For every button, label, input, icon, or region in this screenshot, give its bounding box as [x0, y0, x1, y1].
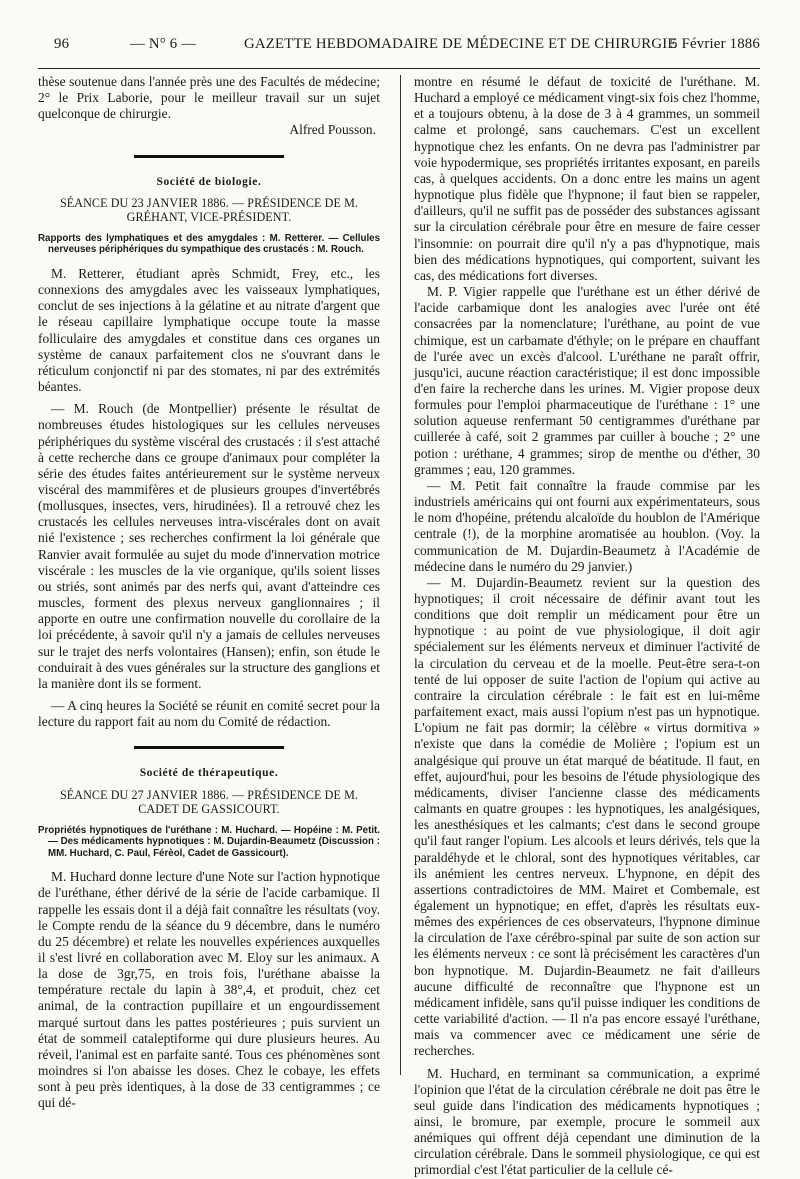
- paragraph-retterer: M. Retterer, étudiant après Schmidt, Frey, etc., les connexions des amygdales avec les vaisseaux lymphatiques, conclut de ses injections à la gélatine et au nitrate d'argent que le réseau capillaire lymphatique occupe toute la masse folliculaire des amygdales et constitue dans ces organes un système de canaux parfaitement clos ne s'ouvrant dans le réticulum conjonctif ni par des stomates, ni par des extrémités béantes.: [38, 265, 380, 395]
- author-signature: Alfred Pousson.: [289, 122, 376, 138]
- paragraph-vigier: M. P. Vigier rappelle que l'uréthane est un éther dérivé de l'acide carbamique dont les analogies avec l'urée ont été consacrées par la nomenclature; l'uréthane, au point de vue chimique, est un carbamate d'éthyle; on le prépare en chauffant de l'urée avec un excès d'alcool. L'uréthane ne paraît offrir, jusqu'ici, aucune réaction caractéristique; il est donc impossible d'en faire la recherche dans les urines. M. Vigier propose deux formules pour l'emploi pharmaceutique de l'uréthane : 1° une solution aqueuse renfermant 50 centigrammes d'uréthane par cuillerée à café, soit 2 grammes par cuiller à bouche ; 2° une potion : uréthane, 4 grammes; sirop de menthe ou d'éther, 30 grammes ; eau, 120 grammes.: [414, 284, 760, 477]
- left-column: [38, 74, 380, 1112]
- right-column: [414, 74, 760, 1179]
- journal-title: GAZETTE HEBDOMADAIRE DE MÉDECINE ET DE CHIRURGIE: [244, 36, 677, 52]
- section-title-therapeutique: Société de thérapeutique.: [139, 767, 279, 780]
- column-rule: [400, 75, 401, 1075]
- paragraph-comite: — A cinq heures la Société se réunit en comité secret pour la lecture du rapport fait au nom du Comité de rédaction.: [38, 698, 380, 730]
- seance-line-biologie: SÉANCE DU 23 JANVIER 1886. — PRÉSIDENCE DE M. GRÉHANT, VICE-PRÉSIDENT.: [59, 195, 359, 225]
- seance-line-therapeutique: SÉANCE DU 27 JANVIER 1886. — PRÉSIDENCE DE M. CADET DE GASSICOURT.: [59, 787, 359, 817]
- section-divider: [134, 746, 284, 749]
- paragraph-petit: — M. Petit fait connaître la fraude commise par les industriels américains qui ont fourni aux expérimentateurs, sous le nom d'hopéine, prétendu alcaloïde du houblon de l'Amérique centrale (!), de la morphine aromatisée au houblon. (Voy. la communication de M. Dujardin-Beaumetz à l'Académie de médecine dans le numéro du 29 janvier.): [414, 477, 760, 574]
- issue-date: 5 Février 1886: [670, 36, 760, 52]
- section-title-biologie: Société de biologie.: [156, 175, 262, 188]
- paragraph-dujardin: — M. Dujardin-Beaumetz revient sur la question des hypnotiques; il croit nécessaire de définir avant tout les conditions que doit remplir un médicament pour être un hypnotique : au point de vue physiologique, il doit agir spécialement sur les éléments nerveux et diminuer l'activité de la circulation du cerveau et de la moelle. Peut-être sera-t-on tenté de lui opposer de suite l'action de l'opium qui active au contraire la circulation cérébrale : le fait est en lui-même parfaitement exact, mais aussi l'opium n'est pas un hypnotique. L'opium ne fait pas dormir; la célèbre « virtus dormitiva » n'existe que dans la comédie de Molière ; l'opium est un analgésique qui prouve un état marqué de béatitude. Il faut, en effet, aujourd'hui, pour les besoins de l'étude physiologique des médicaments, diviser l'ancienne classe des médicaments calmants en quatre groupes : les hypnotiques, les analgésiques, les anesthésiques et les calmants; c'est dans le second groupe qu'il faut ranger l'opium. Les alcools et leurs dérivés, tels que la paraldéhyde et le chloral, sont des hypnotiques véritables, car ils anémient les centres nerveux. L'hypnone, en dépit des assertions contradictoires de MM. Mairet et Combemale, est également un hypnotique; en effet, d'après les résultats eux-mêmes des expériences de ces observateurs, l'hypnone diminue la circulation de l'axe cérébro-spinal par suite de son action sur les éléments nerveux : ce sont là précisément les caractères d'un bon hypnotique. M. Dujardin-Beaumetz ne fait d'ailleurs aucune difficulté de reconnaître que l'hypnone est un médicament infidèle, sans qu'il puisse indiquer les conditions de cette variabilité d'action. — Il n'a pas encore essayé l'uréthane, mais va commencer avec ce médicament une série de recherches.: [414, 574, 760, 1059]
- summary-therapeutique: Propriétés hypnotiques de l'uréthane : M. Huchard. — Hopéine : M. Petit. — Des médicaments hypnotiques : M. Dujardin-Beaumetz (Discussion : MM. Huchard, C. Paul, Férèol, Cadet de Gassicourt).: [38, 824, 380, 859]
- page-number: 96: [54, 36, 70, 52]
- paragraph-huchard: M. Huchard donne lecture d'une Note sur l'action hypnotique de l'uréthane, éther dérivé de la série de l'acide carbamique. Il rappelle les essais dont il a déjà fait connaître les résultats (voy. le Compte rendu de la séance du 9 décembre, dans le numéro du 25 décembre) et relate les nouvelles expériences auxquelles il s'est livré en collaboration avec M. Eloy sur les animaux. A la dose de 3gr,75, en trois fois, l'uréthane abaisse la température rectale du lapin à 38°,4, et produit, chez cet animal, de la contraction pupillaire et un engourdissement marqué surtout dans les pattes postérieures ; puis survient un état de sommeil cataleptiforme qui dure plusieurs heures. Au réveil, l'animal est en parfaite santé. Tous ces phénomènes sont moindres si l'on abaisse les doses. Chez le cobaye, les effets sont à peu près identiques, à la dose de 33 centigrammes ; ce qui dé-: [38, 869, 380, 1111]
- intro-paragraph: thèse soutenue dans l'année près une des Facultés de médecine; 2° le Prix Laborie, pour le meilleur travail sur un sujet quelconque de chirurgie.: [38, 74, 380, 122]
- issue-number: — N° 6 —: [130, 36, 197, 52]
- running-header: [38, 36, 760, 60]
- paragraph-rouch: — M. Rouch (de Montpellier) présente le résultat de nombreuses études histologiques sur les cellules nerveuses périphériques du système viscéral des crustacés : il s'est attaché à cette recherche dans ce groupe d'animaux pour compléter la série des études faites antérieurement sur le système nerveux viscéral des mammifères et de plusieurs groupes d'invertébrés (mollusques, insectes, vers, hirudinées). Il a retrouvé chez les crustacés les cellules nerveuses intra-viscérales dont on avait nié l'existence ; ses recherches confirment la loi générale que Ranvier avait formulée au sujet du mode d'innervation motrice viscérale : les muscles de la vie organique, qu'ils soient lisses ou striés, sont animés par des nerfs qui, avant d'atteindre ces muscles, forment des plexus nerveux ganglionnaires ; il apporte en outre une confirmation nouvelle du corollaire de la loi précédente, à savoir qu'il n'y a jamais de cellules nerveuses sur le trajet des nerfs volontaires (Hansen); enfin, son étude le conduirait à des vues générales sur la structure des ganglions et la manière dont ils se forment.: [38, 401, 380, 691]
- section-divider: [134, 155, 284, 158]
- paragraph-huchard-conclusion: M. Huchard, en terminant sa communication, a exprimé l'opinion que l'état de la circulation cérébrale ne doit pas être le seul guide dans l'indication des médicaments hypnotiques ; ainsi, le bromure, par exemple, procure le sommeil aux anémiques qui offrent déjà cependant une diminution de la circulation cérébrale. Dans le sommeil physiologique, ce qui est primordial c'est l'état particulier de la cellule cé-: [414, 1065, 760, 1178]
- summary-biologie: Rapports des lymphatiques et des amygdales : M. Retterer. — Cellules nerveuses périphériques du sympathique des crustacés : M. Rouch.: [38, 232, 380, 256]
- paragraph-huchard-cont: montre en résumé le défaut de toxicité de l'uréthane. M. Huchard a employé ce médicament vingt-six fois chez l'homme, et a toujours obtenu, à la dose de 3 à 4 grammes, un sommeil calme et prolongé, sans cauchemars. C'est un excellent hypnotique chez les enfants. On ne devra pas l'administrer par voie hypodermique, ses propriétés irritantes exposant, en pareils cas, à quelques accidents. On a donc entre les mains un agent hypnotique plus fidèle que l'hypnone; il faut bien se rappeler, d'ailleurs, qu'il ne suffit pas de posséder des substances agissant sur la circulation cérébrale pour être en mesure de faire cesser l'insomnie: on pourrait dire qu'il n'y a pas d'hypnotique, mais bien des médications hypnotiques, qui comportent, suivant les cas, des médications fort diverses.: [414, 74, 760, 283]
- header-rule: [38, 68, 760, 69]
